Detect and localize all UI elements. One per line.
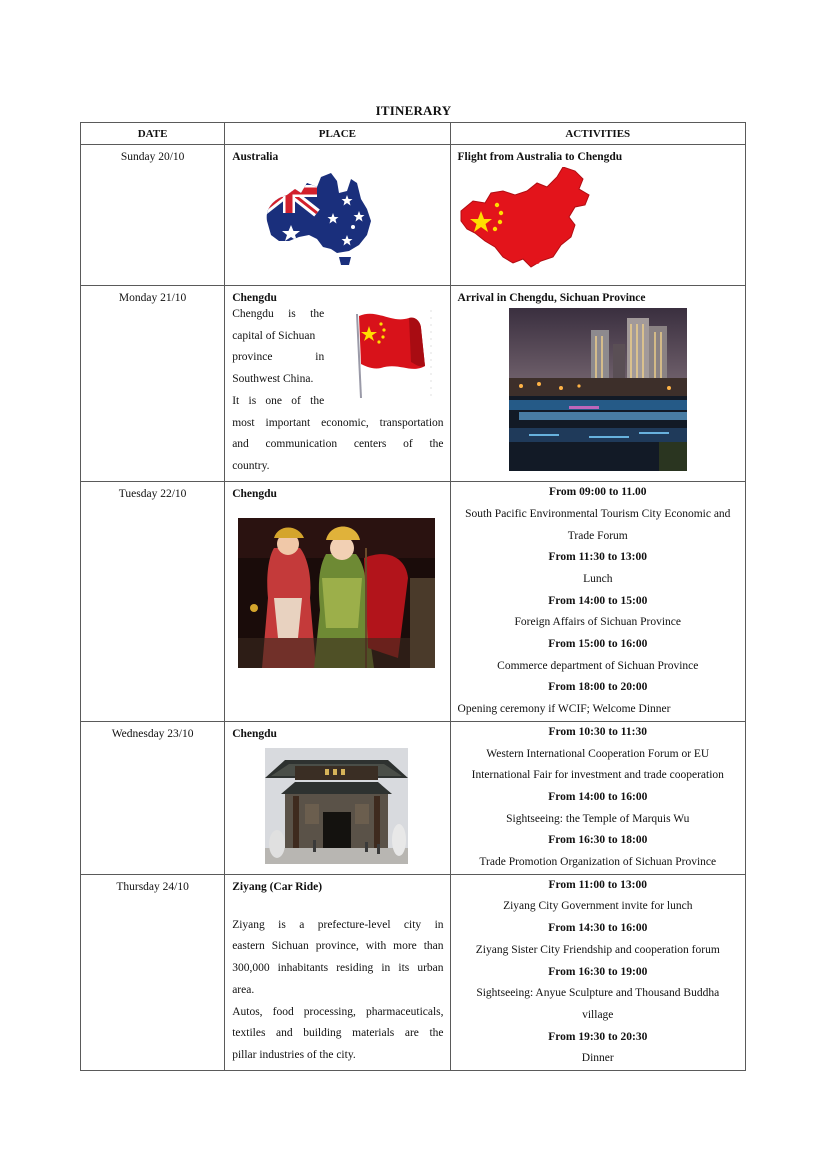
place-desc-line: province in bbox=[232, 351, 325, 364]
sichuan-opera-photo bbox=[238, 518, 435, 668]
activity-desc: Commerce department of Sichuan Province bbox=[497, 659, 699, 672]
place-desc-line: area. bbox=[232, 983, 255, 996]
activity-time: From 14:00 to 15:00 bbox=[548, 594, 648, 607]
activity-desc: Ziyang Sister City Friendship and cooperation forum bbox=[475, 943, 720, 956]
activity-time: From 19:30 to 20:30 bbox=[548, 1030, 648, 1043]
activity-desc: Lunch bbox=[583, 572, 613, 585]
page-title: ITINERARY bbox=[375, 103, 452, 118]
itinerary-table bbox=[80, 122, 746, 1071]
place-desc-line: eastern Sichuan province, with more than bbox=[232, 940, 444, 953]
header-activities: ACTIVITIES bbox=[450, 123, 745, 145]
place-desc-line: Autos, food processing, pharmaceuticals, bbox=[232, 1005, 444, 1018]
table-header-row bbox=[81, 123, 746, 145]
activity-time: From 09:00 to 11.00 bbox=[549, 486, 647, 499]
activity-time: From 11:30 to 13:00 bbox=[548, 551, 647, 564]
place-desc-line: Chengdu is the bbox=[232, 308, 325, 320]
china-waving-flag-image bbox=[351, 306, 435, 402]
activity-time: From 18:00 to 20:00 bbox=[548, 681, 648, 694]
china-flag-map-image bbox=[457, 167, 591, 273]
activity-desc: Opening ceremony if WCIF; Welcome Dinner bbox=[457, 703, 671, 716]
header-date: DATE bbox=[81, 123, 225, 145]
place-desc-line: country. bbox=[232, 459, 270, 472]
place-desc-line: textiles and building materials are the bbox=[232, 1027, 444, 1040]
table-row bbox=[81, 286, 746, 482]
place-desc-line: 300,000 inhabitants residing in its urban bbox=[232, 962, 444, 975]
row-date: Wednesday 23/10 bbox=[111, 727, 194, 740]
row-date: Thursday 24/10 bbox=[116, 880, 189, 893]
row-date: Monday 21/10 bbox=[118, 292, 187, 304]
activity-time: From 15:00 to 16:00 bbox=[548, 638, 648, 651]
activity-time: From 11:00 to 13:00 bbox=[548, 878, 647, 891]
place-desc-line: Southwest China. bbox=[232, 373, 314, 386]
activity-desc: Dinner bbox=[581, 1052, 614, 1065]
place-desc-line: Ziyang is a prefecture-level city in bbox=[232, 918, 444, 931]
row-place: Chengdu bbox=[232, 727, 277, 740]
row-activity-title: Flight from Australia to Chengdu bbox=[457, 151, 623, 163]
row-activity-title: Arrival in Chengdu, Sichuan Province bbox=[457, 292, 646, 304]
temple-of-marquis-wu-photo bbox=[265, 748, 408, 864]
activity-desc: Sightseeing: Anyue Sculpture and Thousand Buddha village bbox=[476, 987, 720, 1021]
place-desc-line: It is one of the bbox=[232, 394, 325, 407]
activity-desc: South Pacific Environmental Tourism City Economic and Trade Forum bbox=[465, 507, 731, 542]
table-row bbox=[81, 482, 746, 722]
table-row bbox=[81, 721, 746, 874]
activity-desc: Sightseeing: the Temple of Marquis Wu bbox=[506, 812, 690, 825]
chengdu-night-city-photo bbox=[509, 308, 687, 471]
place-desc-line: capital of Sichuan bbox=[232, 329, 316, 342]
header-place: PLACE bbox=[225, 123, 450, 145]
place-desc-line: most important economic, transportation bbox=[232, 416, 444, 429]
row-date: Tuesday 22/10 bbox=[118, 488, 187, 500]
row-place: Chengdu bbox=[232, 488, 277, 500]
activity-desc: Ziyang City Government invite for lunch bbox=[503, 900, 693, 913]
row-date: Sunday 20/10 bbox=[120, 151, 185, 163]
activity-time: From 16:30 to 19:00 bbox=[548, 965, 648, 978]
row-place: Australia bbox=[232, 151, 279, 163]
activity-desc: Trade Promotion Organization of Sichuan Province bbox=[479, 856, 717, 869]
activity-time: From 14:00 to 16:00 bbox=[548, 790, 648, 803]
place-desc-line: pillar industries of the city. bbox=[232, 1048, 356, 1061]
table-row bbox=[81, 145, 746, 286]
activity-time: From 16:30 to 18:00 bbox=[548, 834, 648, 847]
activity-time: From 14:30 to 16:00 bbox=[548, 922, 648, 935]
activity-desc: Western International Cooperation Forum or EU International Fair for investment and trade cooperation bbox=[471, 747, 724, 782]
australia-flag-map-image bbox=[261, 169, 373, 267]
activity-desc: Foreign Affairs of Sichuan Province bbox=[514, 616, 682, 629]
row-place: Ziyang (Car Ride) bbox=[232, 880, 323, 893]
row-place: Chengdu bbox=[232, 292, 277, 304]
place-desc-line: and communication centers of the bbox=[232, 438, 444, 451]
table-row bbox=[81, 874, 746, 1070]
activity-time: From 10:30 to 11:30 bbox=[548, 725, 647, 738]
